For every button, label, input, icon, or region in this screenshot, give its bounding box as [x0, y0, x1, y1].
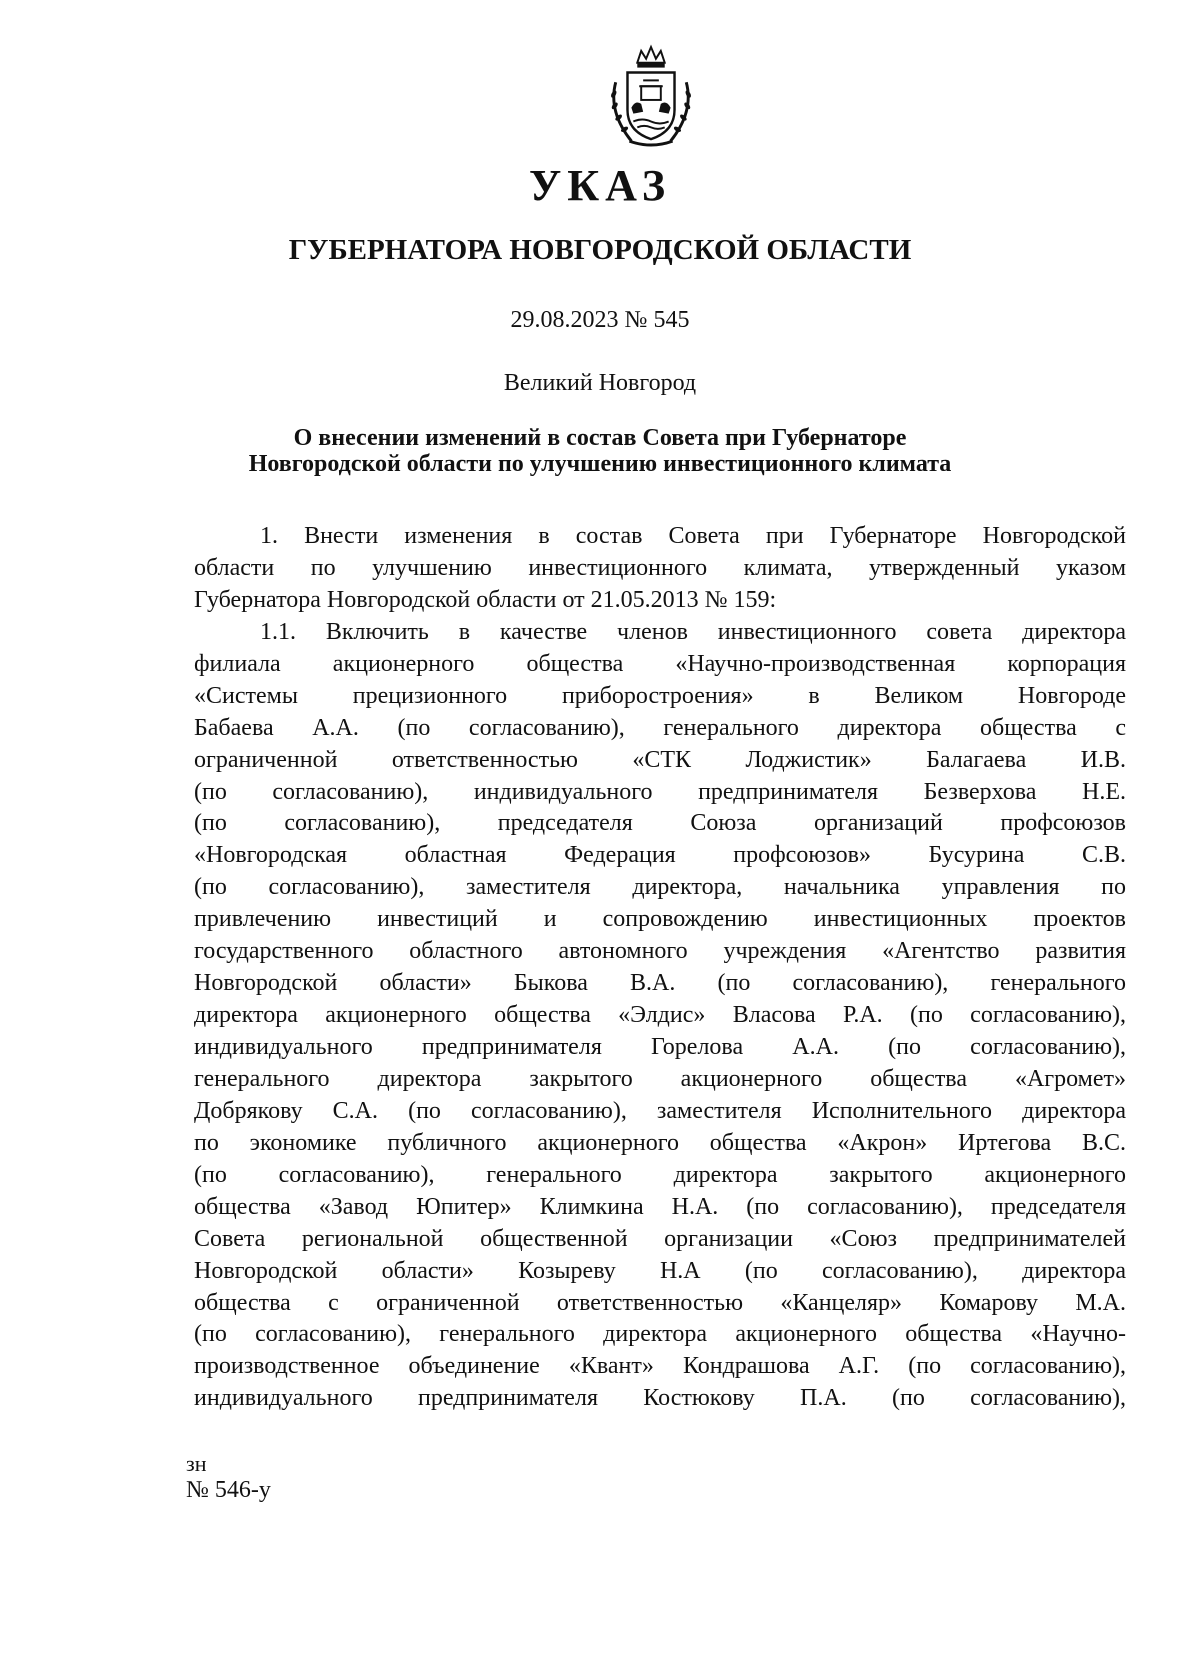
- body-line: (по согласованию), индивидуального предпринимателя Безверхова Н.Е.: [194, 778, 1126, 805]
- document-heading: [150, 425, 1050, 477]
- body-line: Новгородской области» Козыреву Н.А (по согласованию), директора: [194, 1257, 1126, 1284]
- body-line: директора акционерного общества «Элдис» Власова Р.А. (по согласованию),: [194, 1002, 1126, 1029]
- body-line: общества с ограниченной ответственностью «Канцеляр» Комарову М.А.: [194, 1289, 1126, 1316]
- document-footer: [186, 1452, 271, 1504]
- body-line: (по согласованию), заместителя директора, начальника управления по: [194, 874, 1126, 901]
- document-city: Великий Новгород: [503, 370, 697, 396]
- body-line: Добрякову С.А. (по согласованию), заместителя Исполнительного директора: [194, 1097, 1126, 1124]
- body-line: общества «Завод Юпитер» Климкина Н.А. (по согласованию), председателя: [194, 1193, 1126, 1220]
- body-line: производственное объединение «Квант» Кондрашова А.Г. (по согласованию),: [194, 1353, 1126, 1380]
- body-line: 1. Внести изменения в состав Совета при Губернаторе Новгородской: [260, 523, 1126, 549]
- body-line: ограниченной ответственностью «СТК Лоджистик» Балагаева И.В.: [194, 746, 1126, 773]
- body-line: (по согласованию), генерального директора акционерного общества «Научно-: [194, 1321, 1126, 1348]
- document-body: [194, 521, 1126, 1415]
- heading-line-2: Новгородской области по улучшению инвестиционного климата: [248, 451, 952, 477]
- body-line: Губернатора Новгородской области от 21.05.2013 № 159:: [194, 586, 777, 613]
- footer-ref-number: № 546-у: [186, 1477, 271, 1503]
- body-line: (по согласованию), генерального директора закрытого акционерного: [194, 1161, 1126, 1188]
- body-line: (по согласованию), председателя Союза организаций профсоюзов: [194, 810, 1126, 837]
- body-line: государственного областного автономного учреждения «Агентство развития: [194, 938, 1126, 965]
- body-line: Новгородской области» Быкова В.А. (по согласованию), генерального: [194, 970, 1126, 997]
- heading-line-1: О внесении изменений в состав Совета при Губернаторе: [293, 425, 907, 451]
- document-date-number: 29.08.2023 № 545: [510, 307, 690, 333]
- body-line: области по улучшению инвестиционного климата, утвержденный указом: [194, 554, 1126, 581]
- body-line: привлечению инвестиций и сопровождению инвестиционных проектов: [194, 906, 1126, 933]
- body-line: «Системы прецизионного приборостроения» в Великом Новгороде: [194, 682, 1126, 709]
- coat-of-arms-icon: [602, 42, 700, 152]
- body-line: индивидуального предпринимателя Горелова А.А. (по согласованию),: [194, 1034, 1126, 1060]
- body-line: 1.1. Включить в качестве членов инвестиционного совета директора: [260, 618, 1126, 645]
- body-line: по экономике публичного акционерного общества «Акрон» Иртегова В.С.: [194, 1129, 1126, 1156]
- body-line: индивидуального предпринимателя Костюкову П.А. (по согласованию),: [194, 1385, 1126, 1412]
- document-subtitle: ГУБЕРНАТОРА НОВГОРОДСКОЙ ОБЛАСТИ: [288, 234, 912, 266]
- body-line: генерального директора закрытого акционерного общества «Агромет»: [194, 1065, 1126, 1092]
- body-line: филиала акционерного общества «Научно-производственная корпорация: [194, 650, 1126, 677]
- body-line: Совета региональной общественной организации «Союз предпринимателей: [194, 1225, 1126, 1252]
- body-line: Бабаева А.А. (по согласованию), генерального директора общества с: [194, 714, 1126, 741]
- footer-initials: зн: [186, 1451, 207, 1476]
- document-title: УКАЗ: [528, 161, 672, 210]
- body-line: «Новгородская областная Федерация профсоюзов» Бусурина С.В.: [194, 842, 1126, 869]
